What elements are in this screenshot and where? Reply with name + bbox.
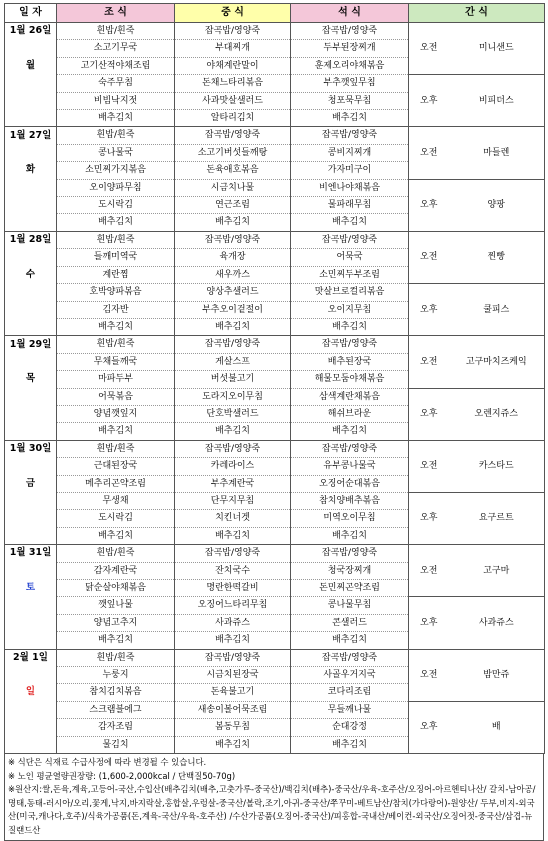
breakfast-item: 흰밥/흰죽 (57, 23, 175, 40)
date-cell (5, 423, 57, 440)
table-row (5, 127, 545, 144)
dinner-item: 해쉬브라운 (291, 405, 409, 422)
lunch-item: 부추계란국 (175, 475, 291, 492)
breakfast-item: 소민찌가지볶음 (57, 162, 175, 179)
date-cell (5, 40, 57, 57)
breakfast-item: 배추김치 (57, 214, 175, 231)
breakfast-item: 흰밥/흰죽 (57, 336, 175, 353)
lunch-item: 부추오이겉절이 (175, 301, 291, 318)
breakfast-item: 들깨미역국 (57, 249, 175, 266)
snack-time: 오후 (409, 75, 449, 127)
lunch-item: 잡곡밥/영양죽 (175, 231, 291, 248)
snack-time: 오전 (409, 545, 449, 597)
breakfast-item: 흰밥/흰죽 (57, 127, 175, 144)
date-cell (5, 214, 57, 231)
lunch-item: 잡곡밥/영양죽 (175, 545, 291, 562)
day-of-week: 목 (5, 371, 57, 388)
lunch-item: 돈채느타리볶음 (175, 75, 291, 92)
breakfast-item: 근대된장국 (57, 458, 175, 475)
dinner-item: 순대강정 (291, 719, 409, 736)
dinner-item: 배추김치 (291, 632, 409, 649)
day-of-week: 일 (5, 684, 57, 701)
snack-time: 오전 (409, 649, 449, 701)
day-of-week: 금 (5, 475, 57, 492)
header-date: 일 자 (5, 4, 57, 23)
snack-item: 밤만쥬 (449, 649, 545, 701)
snack-time: 오전 (409, 336, 449, 388)
dinner-item: 잡곡밥/영양죽 (291, 23, 409, 40)
lunch-item: 잡곡밥/영양죽 (175, 336, 291, 353)
dinner-item: 잡곡밥/영양죽 (291, 336, 409, 353)
lunch-item: 새송이볼어묵조림 (175, 701, 291, 718)
date-cell (5, 719, 57, 736)
dinner-item: 돈민찌곤약조림 (291, 580, 409, 597)
breakfast-item: 참치김치볶음 (57, 684, 175, 701)
snack-item: 찐빵 (449, 231, 545, 283)
menu-body (5, 23, 545, 754)
lunch-item: 카레라이스 (175, 458, 291, 475)
dinner-item: 배추된장국 (291, 353, 409, 370)
snack-item: 요구르트 (449, 492, 545, 544)
date-cell (5, 284, 57, 301)
dinner-item: 훈제오리야채볶음 (291, 57, 409, 74)
table-row (5, 23, 545, 40)
lunch-item: 새우까스 (175, 266, 291, 283)
header-snack: 간 식 (409, 4, 545, 23)
lunch-item: 시금치나물 (175, 179, 291, 196)
notes-box (4, 754, 544, 841)
table-row (5, 492, 545, 509)
table-row (5, 545, 545, 562)
header-breakfast: 조 식 (57, 4, 175, 23)
lunch-item: 시금치된장국 (175, 667, 291, 684)
date-cell (5, 736, 57, 753)
snack-item: 쿨피스 (449, 284, 545, 336)
breakfast-item: 숙주무침 (57, 75, 175, 92)
dinner-item: 잡곡밥/영양죽 (291, 231, 409, 248)
breakfast-item: 계란찜 (57, 266, 175, 283)
date-cell (5, 197, 57, 214)
dinner-item: 부추깻잎무침 (291, 75, 409, 92)
breakfast-item: 배추김치 (57, 423, 175, 440)
lunch-item: 배추김치 (175, 736, 291, 753)
snack-item: 마들렌 (449, 127, 545, 179)
date-cell (5, 353, 57, 370)
origin-info: ※원산지:쌀,돈육,계육,고등어-국산,수입산(배추김치(배추,고춧가루-중국산)/백김치(배추)-중국산/우육-호주산/오징어-아르헨티나산/ 갈치-남아공/명태,동태-러시아/오리,꽃게,낙지,바지락살,홍합살,우렁살-중국산/볼락,조기,아귀-중국산/쭈꾸미-베트남산/참치(가다랑어)-원양산/ 두부,비지-외국산(미국,캐나다,호주)/식육가공품(돈,계육-국산/우육-호주산) /수산가공품(오징어-중국산)/피홍합-국내산/베이컨-외국산/오징어젓-중국산/삼겹-뉴질랜드산 (8, 784, 536, 836)
dinner-item: 미역오이무침 (291, 510, 409, 527)
lunch-item: 명란한떡갈비 (175, 580, 291, 597)
breakfast-item: 어묵볶음 (57, 388, 175, 405)
snack-time: 오후 (409, 701, 449, 753)
lunch-item: 배추김치 (175, 318, 291, 335)
lunch-item: 육개장 (175, 249, 291, 266)
dinner-item: 무들깨나물 (291, 701, 409, 718)
dinner-item: 잡곡밥/영양죽 (291, 649, 409, 666)
table-row (5, 388, 545, 405)
lunch-item: 부대찌개 (175, 40, 291, 57)
snack-time: 오전 (409, 23, 449, 75)
dinner-item: 참치양배추볶음 (291, 492, 409, 509)
weekly-menu-table (4, 3, 545, 754)
day-date: 1월 27일 (5, 127, 57, 144)
breakfast-item: 감자계란국 (57, 562, 175, 579)
lunch-item: 알타리김치 (175, 110, 291, 127)
lunch-item: 돈육애호볶음 (175, 162, 291, 179)
date-cell (5, 597, 57, 614)
lunch-item: 사과쥬스 (175, 614, 291, 631)
lunch-item: 배추김치 (175, 632, 291, 649)
snack-item: 고구마 (449, 545, 545, 597)
dinner-item: 배추김치 (291, 318, 409, 335)
day-date: 1월 26일 (5, 23, 57, 40)
snack-time: 오전 (409, 127, 449, 179)
dinner-item: 물파래무침 (291, 197, 409, 214)
snack-item: 양팡 (449, 179, 545, 231)
table-row (5, 440, 545, 457)
dinner-item: 잡곡밥/영양죽 (291, 127, 409, 144)
breakfast-item: 깻잎나물 (57, 597, 175, 614)
lunch-item: 배추김치 (175, 423, 291, 440)
table-row (5, 231, 545, 248)
lunch-item: 잡곡밥/영양죽 (175, 440, 291, 457)
snack-item: 카스타드 (449, 440, 545, 492)
lunch-item: 잡곡밥/영양죽 (175, 127, 291, 144)
dinner-item: 배추김치 (291, 736, 409, 753)
snack-item: 배 (449, 701, 545, 753)
snack-time: 오후 (409, 388, 449, 440)
note-line: ※ 식단은 식재료 수급사정에 따라 변경될 수 있습니다. (8, 757, 207, 768)
breakfast-item: 메추리곤약조림 (57, 475, 175, 492)
date-cell (5, 667, 57, 684)
dinner-item: 비엔나야채볶음 (291, 179, 409, 196)
dinner-item: 가자미구이 (291, 162, 409, 179)
day-of-week: 토 (5, 580, 57, 597)
header-dinner: 석 식 (291, 4, 409, 23)
date-cell (5, 110, 57, 127)
date-cell (5, 301, 57, 318)
lunch-item: 사과맛살샐러드 (175, 92, 291, 109)
dinner-item: 배추김치 (291, 110, 409, 127)
dinner-item: 배추김치 (291, 527, 409, 544)
breakfast-item: 물김치 (57, 736, 175, 753)
dinner-item: 소민찌두부조림 (291, 266, 409, 283)
date-cell (5, 492, 57, 509)
snack-time: 오전 (409, 440, 449, 492)
dinner-item: 잡곡밥/영양죽 (291, 545, 409, 562)
dinner-item: 콩비지찌개 (291, 144, 409, 161)
breakfast-item: 무채들깨국 (57, 353, 175, 370)
lunch-item: 잡곡밥/영양죽 (175, 649, 291, 666)
date-cell (5, 614, 57, 631)
lunch-item: 양상추샐러드 (175, 284, 291, 301)
dinner-item: 청국장찌개 (291, 562, 409, 579)
lunch-item: 야채계란말이 (175, 57, 291, 74)
date-cell (5, 405, 57, 422)
date-cell (5, 701, 57, 718)
dinner-item: 해물모둠야채볶음 (291, 371, 409, 388)
breakfast-item: 닭순살야채볶음 (57, 580, 175, 597)
dinner-item: 배추김치 (291, 214, 409, 231)
lunch-item: 게살스프 (175, 353, 291, 370)
snack-item: 오렌지쥬스 (449, 388, 545, 440)
day-of-week: 월 (5, 57, 57, 74)
date-cell (5, 632, 57, 649)
breakfast-item: 무생채 (57, 492, 175, 509)
date-cell (5, 388, 57, 405)
table-row (5, 75, 545, 92)
dinner-item: 맛살브로컬리볶음 (291, 284, 409, 301)
lunch-item: 잡곡밥/영양죽 (175, 23, 291, 40)
lunch-item: 도라지오이무침 (175, 388, 291, 405)
date-cell (5, 562, 57, 579)
date-cell (5, 75, 57, 92)
header-row (5, 4, 545, 23)
breakfast-item: 김자반 (57, 301, 175, 318)
snack-time: 오후 (409, 492, 449, 544)
snack-time: 오전 (409, 231, 449, 283)
lunch-item: 치킨너겟 (175, 510, 291, 527)
breakfast-item: 누룽지 (57, 667, 175, 684)
snack-time: 오후 (409, 284, 449, 336)
lunch-item: 연근조림 (175, 197, 291, 214)
day-date: 1월 30일 (5, 440, 57, 457)
dinner-item: 오이지무침 (291, 301, 409, 318)
lunch-item: 배추김치 (175, 527, 291, 544)
lunch-item: 소고기버섯들깨탕 (175, 144, 291, 161)
day-of-week: 화 (5, 162, 57, 179)
breakfast-item: 비빔낙지젓 (57, 92, 175, 109)
date-cell (5, 527, 57, 544)
table-row (5, 336, 545, 353)
breakfast-item: 배추김치 (57, 318, 175, 335)
dinner-item: 콘샐러드 (291, 614, 409, 631)
snack-item: 미니샌드 (449, 23, 545, 75)
snack-item: 비피더스 (449, 75, 545, 127)
table-row (5, 284, 545, 301)
breakfast-item: 흰밥/흰죽 (57, 440, 175, 457)
dinner-item: 청포묵무침 (291, 92, 409, 109)
date-cell (5, 179, 57, 196)
table-row (5, 597, 545, 614)
breakfast-item: 흰밥/흰죽 (57, 545, 175, 562)
breakfast-item: 양념고추지 (57, 614, 175, 631)
lunch-item: 돈육불고기 (175, 684, 291, 701)
breakfast-item: 배추김치 (57, 632, 175, 649)
breakfast-item: 양념깻잎지 (57, 405, 175, 422)
dinner-item: 잡곡밥/영양죽 (291, 440, 409, 457)
breakfast-item: 도시락김 (57, 197, 175, 214)
breakfast-item: 고기산적야채조림 (57, 57, 175, 74)
dinner-item: 코다리조림 (291, 684, 409, 701)
breakfast-item: 배추김치 (57, 110, 175, 127)
lunch-item: 오징어느타리무침 (175, 597, 291, 614)
dinner-item: 어묵국 (291, 249, 409, 266)
dinner-item: 삼색계란채볶음 (291, 388, 409, 405)
snack-time: 오후 (409, 179, 449, 231)
date-cell (5, 144, 57, 161)
breakfast-item: 도시락김 (57, 510, 175, 527)
snack-item: 사과쥬스 (449, 597, 545, 649)
dinner-item: 두부된장찌개 (291, 40, 409, 57)
lunch-item: 단무지무침 (175, 492, 291, 509)
lunch-item: 단호박샐러드 (175, 405, 291, 422)
table-row (5, 179, 545, 196)
lunch-item: 버섯불고기 (175, 371, 291, 388)
breakfast-item: 흰밥/흰죽 (57, 649, 175, 666)
note-line: ※ 노인 평균열량권장량: (1,600-2,000kcal / 단백질50-70g) (8, 770, 236, 781)
date-cell (5, 318, 57, 335)
breakfast-item: 배추김치 (57, 527, 175, 544)
table-row (5, 701, 545, 718)
breakfast-item: 감자조림 (57, 719, 175, 736)
date-cell (5, 249, 57, 266)
breakfast-item: 오이양파무침 (57, 179, 175, 196)
dinner-item: 유부콩나물국 (291, 458, 409, 475)
breakfast-item: 흰밥/흰죽 (57, 231, 175, 248)
day-of-week: 수 (5, 266, 57, 283)
breakfast-item: 콩나물국 (57, 144, 175, 161)
dinner-item: 콩나물무침 (291, 597, 409, 614)
header-lunch: 중 식 (175, 4, 291, 23)
snack-item: 고구마치즈케익 (449, 336, 545, 388)
breakfast-item: 스크램블에그 (57, 701, 175, 718)
lunch-item: 배추김치 (175, 214, 291, 231)
lunch-item: 봄동무침 (175, 719, 291, 736)
lunch-item: 잔치국수 (175, 562, 291, 579)
day-date: 2월 1일 (5, 649, 57, 666)
date-cell (5, 458, 57, 475)
breakfast-item: 소고기무국 (57, 40, 175, 57)
dinner-item: 사골우거지국 (291, 667, 409, 684)
snack-time: 오후 (409, 597, 449, 649)
breakfast-item: 마파두부 (57, 371, 175, 388)
date-cell (5, 92, 57, 109)
dinner-item: 오징어순대볶음 (291, 475, 409, 492)
day-date: 1월 31일 (5, 545, 57, 562)
breakfast-item: 호박양파볶음 (57, 284, 175, 301)
date-cell (5, 510, 57, 527)
day-date: 1월 28일 (5, 231, 57, 248)
menu-sheet (4, 3, 544, 841)
dinner-item: 배추김치 (291, 423, 409, 440)
day-date: 1월 29일 (5, 336, 57, 353)
table-row (5, 649, 545, 666)
